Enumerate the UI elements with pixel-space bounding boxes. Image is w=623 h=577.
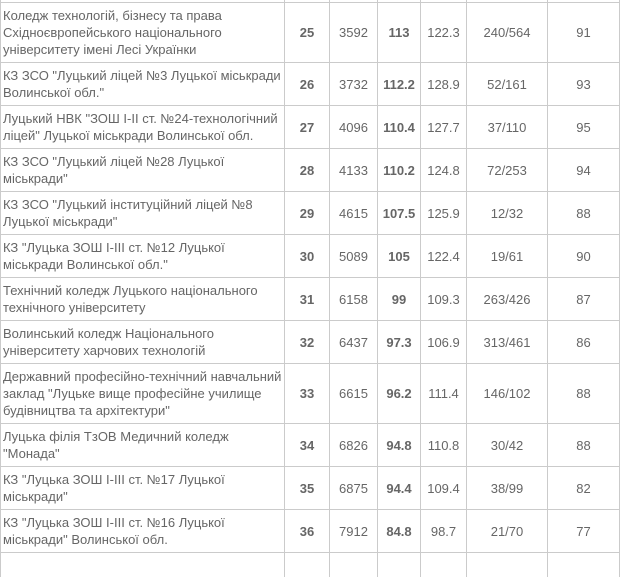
secondary-score-cell: 106.9 xyxy=(421,321,467,364)
table-row xyxy=(1,192,620,235)
empty-cell xyxy=(1,553,285,577)
secondary-score-cell: 128.9 xyxy=(421,63,467,106)
table-row xyxy=(1,63,620,106)
final-value-cell: 88 xyxy=(548,424,620,467)
school-name-cell: КЗ ЗСО "Луцький інституційний ліцей №8 Луцької міськради" xyxy=(1,192,285,235)
school-name-cell: Волинський коледж Національного університету харчових технологій xyxy=(1,321,285,364)
score-cell: 94.8 xyxy=(378,424,421,467)
rank-cell: 31 xyxy=(285,278,330,321)
score-cell: 96.2 xyxy=(378,364,421,424)
rank-cell: 35 xyxy=(285,467,330,510)
school-name-cell: КЗ ЗСО "Луцький ліцей №3 Луцької міськради Волинської обл." xyxy=(1,63,285,106)
secondary-score-cell: 122.3 xyxy=(421,3,467,63)
participants-cell: 4615 xyxy=(330,192,378,235)
empty-cell xyxy=(378,553,421,577)
participants-cell: 6826 xyxy=(330,424,378,467)
table-row xyxy=(1,510,620,553)
rank-cell: 25 xyxy=(285,3,330,63)
score-cell: 99 xyxy=(378,278,421,321)
final-value-cell: 93 xyxy=(548,63,620,106)
participants-cell: 4133 xyxy=(330,149,378,192)
school-name-cell: Коледж технологій, бізнесу та права Східноєвропейського національного університету імені Лесі Українки xyxy=(1,3,285,63)
secondary-score-cell: 122.4 xyxy=(421,235,467,278)
participants-cell: 6615 xyxy=(330,364,378,424)
rank-cell: 30 xyxy=(285,235,330,278)
table-row xyxy=(1,364,620,424)
participants-cell: 3732 xyxy=(330,63,378,106)
ratio-cell: 146/102 xyxy=(467,364,548,424)
school-name-cell: КЗ ЗСО "Луцький ліцей №28 Луцької міськради" xyxy=(1,149,285,192)
final-value-cell: 88 xyxy=(548,192,620,235)
empty-cell xyxy=(548,553,620,577)
score-cell: 112.2 xyxy=(378,63,421,106)
school-name-cell: КЗ "Луцька ЗОШ І-ІІІ ст. №17 Луцької міськради" xyxy=(1,467,285,510)
final-value-cell: 86 xyxy=(548,321,620,364)
table-row xyxy=(1,106,620,149)
rank-cell: 36 xyxy=(285,510,330,553)
empty-cell xyxy=(330,553,378,577)
score-cell: 97.3 xyxy=(378,321,421,364)
rank-cell: 27 xyxy=(285,106,330,149)
final-value-cell: 94 xyxy=(548,149,620,192)
participants-cell: 5089 xyxy=(330,235,378,278)
ratio-cell: 30/42 xyxy=(467,424,548,467)
secondary-score-cell: 111.4 xyxy=(421,364,467,424)
final-value-cell: 95 xyxy=(548,106,620,149)
table-row xyxy=(1,467,620,510)
score-cell: 113 xyxy=(378,3,421,63)
school-name-cell: Державний професійно-технічний навчальний заклад "Луцьке вище професійне училище будівництва та архітектури" xyxy=(1,364,285,424)
participants-cell: 6158 xyxy=(330,278,378,321)
secondary-score-cell: 110.8 xyxy=(421,424,467,467)
ratio-cell: 38/99 xyxy=(467,467,548,510)
table-row xyxy=(1,149,620,192)
school-name-cell: Технічний коледж Луцького національного технічного університету xyxy=(1,278,285,321)
table-row xyxy=(1,321,620,364)
final-value-cell: 77 xyxy=(548,510,620,553)
ratio-cell: 37/110 xyxy=(467,106,548,149)
table-row xyxy=(1,278,620,321)
score-cell: 107.5 xyxy=(378,192,421,235)
school-name-cell: КЗ "Луцька ЗОШ І-ІІІ ст. №12 Луцької міськради Волинської обл." xyxy=(1,235,285,278)
final-value-cell: 91 xyxy=(548,3,620,63)
ratio-cell: 263/426 xyxy=(467,278,548,321)
final-value-cell: 82 xyxy=(548,467,620,510)
rank-cell: 26 xyxy=(285,63,330,106)
table-body xyxy=(1,0,620,577)
score-cell: 105 xyxy=(378,235,421,278)
participants-cell: 6437 xyxy=(330,321,378,364)
score-cell: 110.2 xyxy=(378,149,421,192)
ratio-cell: 52/161 xyxy=(467,63,548,106)
final-value-cell: 87 xyxy=(548,278,620,321)
score-cell: 94.4 xyxy=(378,467,421,510)
rank-cell: 34 xyxy=(285,424,330,467)
ratio-cell: 21/70 xyxy=(467,510,548,553)
empty-cell xyxy=(285,553,330,577)
rank-cell: 32 xyxy=(285,321,330,364)
secondary-score-cell: 109.4 xyxy=(421,467,467,510)
final-value-cell: 90 xyxy=(548,235,620,278)
rank-cell: 28 xyxy=(285,149,330,192)
participants-cell: 3592 xyxy=(330,3,378,63)
rank-cell: 33 xyxy=(285,364,330,424)
secondary-score-cell: 127.7 xyxy=(421,106,467,149)
secondary-score-cell: 124.8 xyxy=(421,149,467,192)
final-value-cell: 88 xyxy=(548,364,620,424)
ratio-cell: 240/564 xyxy=(467,3,548,63)
score-cell: 110.4 xyxy=(378,106,421,149)
ratio-cell: 19/61 xyxy=(467,235,548,278)
school-name-cell: КЗ "Луцька ЗОШ І-ІІІ ст. №16 Луцької міськради" Волинської обл. xyxy=(1,510,285,553)
partial-row-bottom xyxy=(1,553,620,577)
participants-cell: 6875 xyxy=(330,467,378,510)
secondary-score-cell: 109.3 xyxy=(421,278,467,321)
secondary-score-cell: 125.9 xyxy=(421,192,467,235)
empty-cell xyxy=(421,553,467,577)
participants-cell: 7912 xyxy=(330,510,378,553)
rank-cell: 29 xyxy=(285,192,330,235)
score-cell: 84.8 xyxy=(378,510,421,553)
empty-cell xyxy=(467,553,548,577)
school-name-cell: Луцька філія ТзОВ Медичний коледж "Монада" xyxy=(1,424,285,467)
table-row xyxy=(1,235,620,278)
school-name-cell: Луцький НВК "ЗОШ І-ІІ ст. №24-технологічний ліцей" Луцької міськради Волинської обл. xyxy=(1,106,285,149)
table-row xyxy=(1,3,620,63)
secondary-score-cell: 98.7 xyxy=(421,510,467,553)
ratio-cell: 72/253 xyxy=(467,149,548,192)
ratio-cell: 313/461 xyxy=(467,321,548,364)
ratio-cell: 12/32 xyxy=(467,192,548,235)
table-row xyxy=(1,424,620,467)
participants-cell: 4096 xyxy=(330,106,378,149)
